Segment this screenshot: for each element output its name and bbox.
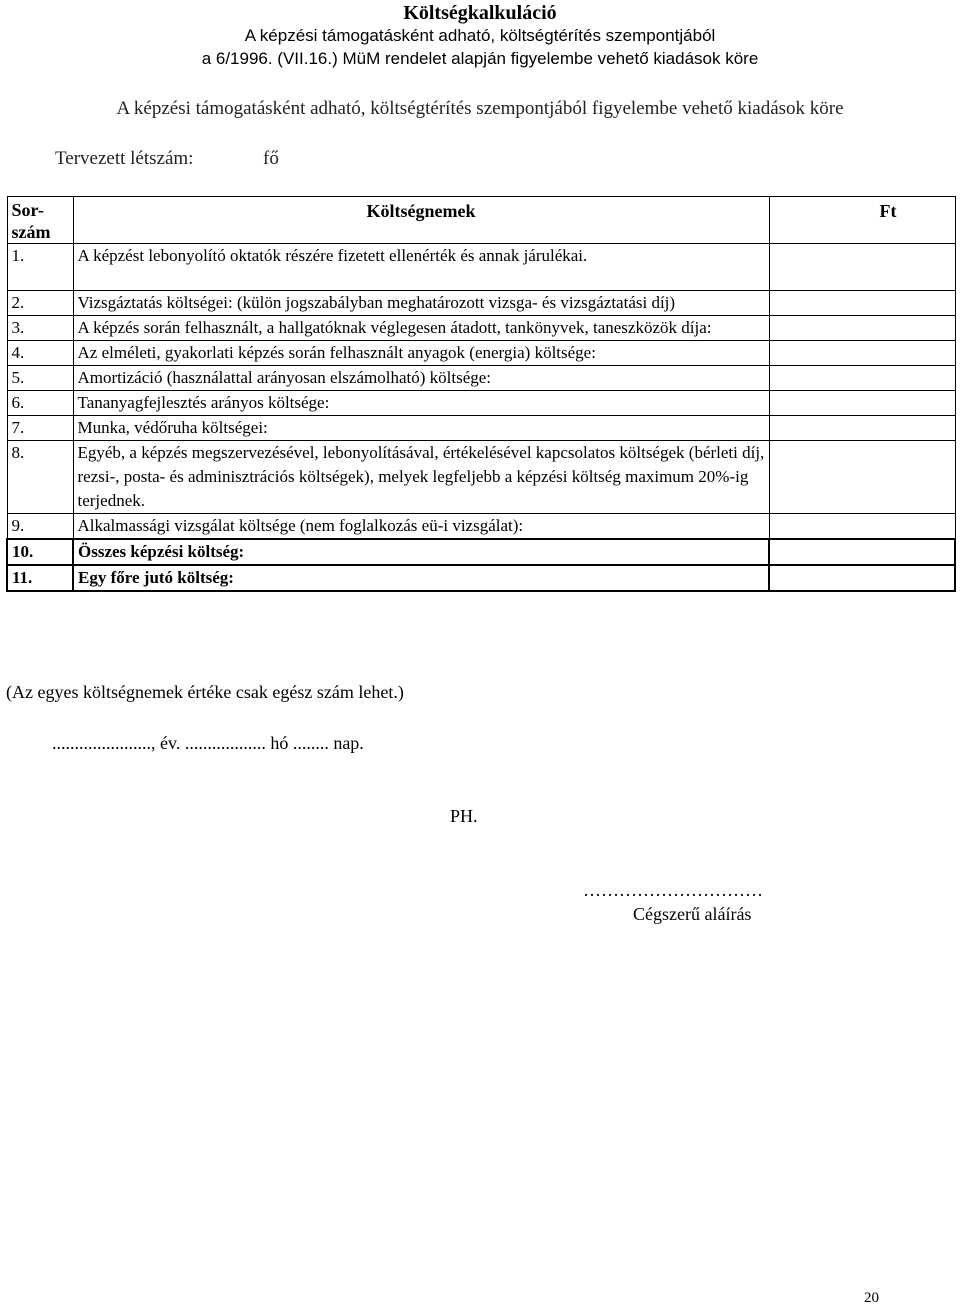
date-line: ......................, év. .................. hó ........ nap. <box>52 733 364 753</box>
table-row <box>7 514 955 540</box>
row-amount-cell[interactable] <box>769 391 955 416</box>
header-amount: Ft <box>769 197 955 244</box>
row-number: 6. <box>7 391 73 416</box>
row-number: 1. <box>7 244 73 291</box>
document-subtitle-line2: a 6/1996. (VII.16.) MüM rendelet alapján figyelembe vehető kiadások köre <box>201 49 759 68</box>
row-number: 3. <box>7 316 73 341</box>
row-amount-cell[interactable] <box>769 244 955 291</box>
row-description: Tananyagfejlesztés arányos költsége: <box>73 391 769 416</box>
table-row <box>7 291 955 316</box>
integer-note: (Az egyes költségnemek értéke csak egész szám lehet.) <box>6 682 404 702</box>
row-description: Az elméleti, gyakorlati képzés során felhasznált anyagok (energia) költsége: <box>73 341 769 366</box>
planned-headcount-label: Tervezett létszám: <box>55 148 194 169</box>
row-amount-cell[interactable] <box>769 316 955 341</box>
row-number: 5. <box>7 366 73 391</box>
page-number: 20 <box>864 1290 879 1306</box>
header-number <box>7 197 73 244</box>
row-number: 10. <box>7 539 73 565</box>
row-number: 8. <box>7 441 73 514</box>
planned-headcount <box>55 148 279 170</box>
row-amount-cell[interactable] <box>769 341 955 366</box>
table-summary-row <box>7 539 955 565</box>
signature-line: ………………………… <box>583 880 763 900</box>
row-description: A képzést lebonyolító oktatók részére fizetett ellenérték és annak járulékai. <box>73 244 769 291</box>
row-amount-cell[interactable] <box>769 441 955 514</box>
row-description: Alkalmassági vizsgálat költsége (nem foglalkozás eü-i vizsgálat): <box>73 514 769 540</box>
section-heading: A képzési támogatásként adható, költségtérítés szempontjából figyelembe vehető kiadások köre <box>116 98 844 119</box>
row-description: Munka, védőruha költségei: <box>73 416 769 441</box>
table-row <box>7 416 955 441</box>
row-amount-cell[interactable] <box>769 416 955 441</box>
stamp-label: PH. <box>450 806 478 826</box>
table-header-row <box>7 197 955 244</box>
row-number: 2. <box>7 291 73 316</box>
header-description: Költségnemek <box>73 197 769 244</box>
table-row <box>7 341 955 366</box>
cost-table <box>6 196 956 592</box>
table-row <box>7 441 955 514</box>
table-row <box>7 316 955 341</box>
header-number-line1: Sor- <box>11 200 44 220</box>
table-row <box>7 366 955 391</box>
header <box>0 2 960 70</box>
row-number: 9. <box>7 514 73 540</box>
table-row <box>7 244 955 291</box>
table-summary-row <box>7 565 955 591</box>
per-capita-amount-cell[interactable] <box>769 565 955 591</box>
row-number: 11. <box>7 565 73 591</box>
row-description: Amortizáció (használattal arányosan elszámolható) költsége: <box>73 366 769 391</box>
row-description: Összes képzési költség: <box>73 539 769 565</box>
row-description: A képzés során felhasznált, a hallgatóknak véglegesen átadott, tankönyvek, taneszközök díja: <box>73 316 769 341</box>
total-amount-cell[interactable] <box>769 539 955 565</box>
row-description: Egy főre jutó költség: <box>73 565 769 591</box>
row-description: Vizsgáztatás költségei: (külön jogszabályban meghatározott vizsga- és vizsgáztatási díj) <box>73 291 769 316</box>
signature-label: Cégszerű aláírás <box>633 904 752 924</box>
row-description: Egyéb, a képzés megszervezésével, lebonyolításával, értékelésével kapcsolatos költségek (bérleti díj, rezsi-, posta- és adminisztrációs költségek), melyek legfeljebb a képzési költség maximum 20%-ig terjednek. <box>73 441 769 514</box>
row-amount-cell[interactable] <box>769 366 955 391</box>
row-amount-cell[interactable] <box>769 291 955 316</box>
document-subtitle-line1: A képzési támogatásként adható, költségtérítés szempontjából <box>244 26 716 45</box>
row-number: 7. <box>7 416 73 441</box>
row-number: 4. <box>7 341 73 366</box>
planned-headcount-unit: fő <box>263 148 279 169</box>
header-number-line2: szám <box>11 222 51 242</box>
row-amount-cell[interactable] <box>769 514 955 540</box>
document-title: Költségkalkuláció <box>403 2 557 24</box>
table-row <box>7 391 955 416</box>
